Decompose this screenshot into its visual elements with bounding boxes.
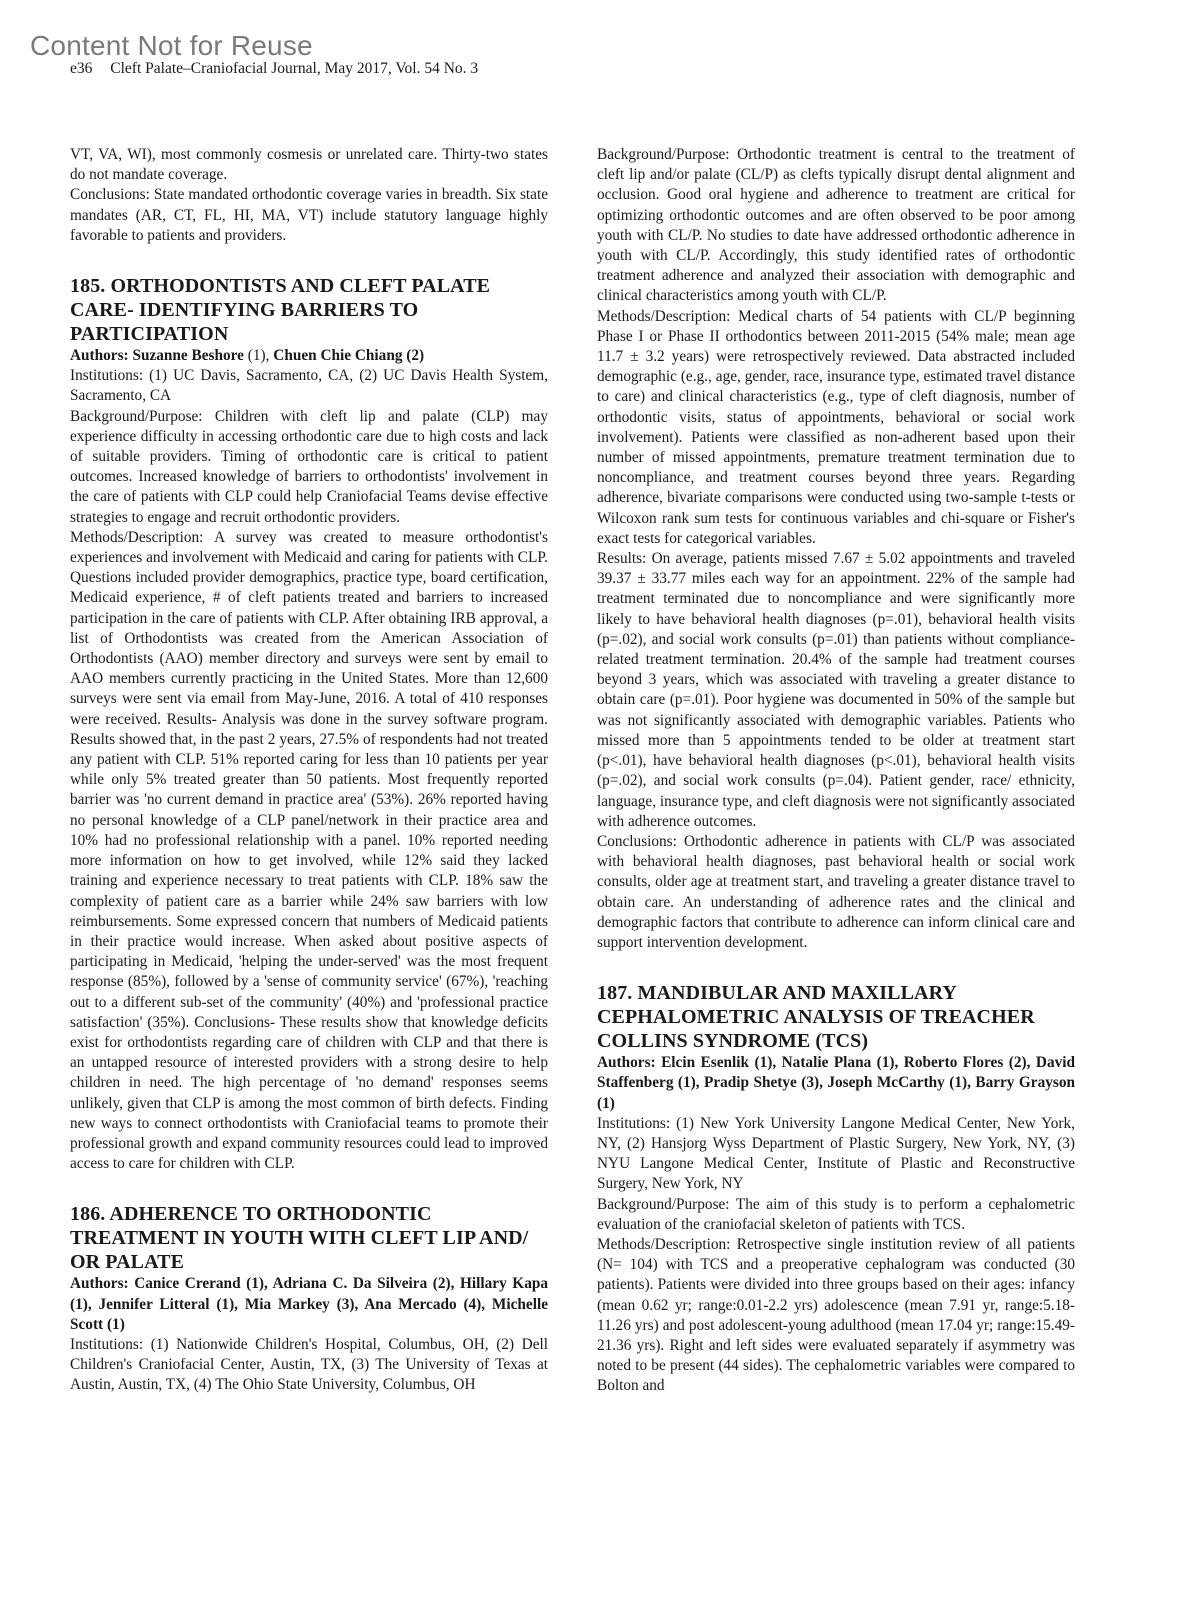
abstract-186-institutions: Institutions: (1) Nationwide Children's Hospital, Columbus, OH, (2) Dell Children's Craniofacial Center, Austin, TX, (3) The University of Texas at Austin, Austin, TX, (4) The Ohio State University, Columbus, OH [70, 1335, 548, 1394]
left-column [70, 145, 548, 1396]
abstract-186-title: 186. ADHERENCE TO ORTHODONTIC TREATMENT IN YOUTH WITH CLEFT LIP AND/ OR PALATE [70, 1203, 529, 1274]
abstract-187-background: Background/Purpose: The aim of this study is to perform a cephalometric evaluation of the craniofacial skeleton of patients with TCS. [597, 1195, 1075, 1233]
abstract-187-methods: Methods/Description: Retrospective single institution review of all patients (N= 104) with TCS and a preoperative cephalogram was conducted (30 patients). Patients were divided into three groups based on their ages: infancy (mean 0.62 yr; range:0.01-2.2 yrs) adolescence (mean 7.91 yr, range:5.18-11.26 yrs) and post adolescent-young adulthood (mean 17.04 yr; range:15.49-21.36 yrs). Right and left sides were evaluated separately if asymmetry was noted to be present (44 sides). The cephalometric variables were compared to Bolton and [597, 1235, 1075, 1395]
author-1-affil: (1), [243, 347, 274, 365]
continued-conclusions: Conclusions: State mandated orthodontic coverage varies in breadth. Six state mandates (AR, CT, FL, HI, MA, VT) include statutory language highly favorable to patients and providers. [70, 186, 548, 244]
abstract-186-results: Results: On average, patients missed 7.67 ± 5.02 appointments and traveled 39.37 ± 33.77 miles each way for an appointment. 22% of the sample had treatment terminated due to noncompliance and were significantly more likely to have behavioral health diagnoses (p=.01), behavioral health visits (p=.02), and social work consults (p=.01) than patients without compliance-related treatment termination. 20.4% of the sample had treatment courses beyond 3 years, which was associated with traveling a greater distance to obtain care (p=.01). Poor hygiene was documented in 50% of the sample but was not significantly associated with demographic variables. Patients who missed more than 5 appointments tended to be older at treatment start (p<.01), have behavioral health diagnoses (p<.01), behavioral health visits (p=.02), and social work consults (p=.04). Patient gender, race/ ethnicity, language, insurance type, and cleft diagnosis were not significantly associated with adherence outcomes. [597, 550, 1075, 830]
abstract-185-title: 185. ORTHODONTISTS AND CLEFT PALATE CARE- IDENTIFYING BARRIERS TO PARTICIPATION [70, 275, 491, 346]
running-head [70, 60, 478, 78]
author-2: Chuen Chie Chiang (2) [273, 347, 425, 365]
author-1: Authors: Suzanne Beshore [70, 347, 244, 365]
journal-citation: Cleft Palate–Craniofacial Journal, May 2017, Vol. 54 No. 3 [110, 60, 479, 77]
abstract-186-conclusions: Conclusions: Orthodontic adherence in patients with CL/P was associated with behavioral health diagnoses, past behavioral health or social work consults, older age at treatment start, and traveling a greater distance travel to obtain care. An understanding of adherence rates and the clinical and demographic factors that contribute to adherence can inform clinical care and support intervention development. [597, 832, 1075, 951]
abstract-185-authors [70, 346, 548, 366]
watermark: Content Not for Reuse [30, 30, 313, 61]
abstract-185-methods: Methods/Description: A survey was created to measure orthodontist's experiences and involvement with Medicaid and caring for patients with CLP. Questions included provider demographics, practice type, board certification, Medicaid experience, # of cleft patients treated and barriers to increased participation in the care of patients with CLP. After obtaining IRB approval, a list of Orthodontists was created from the American Association of Orthodontists (AAO) member directory and surveys were sent by email to AAO members currently practicing in the United States. More than 12,600 surveys were sent via email from May-June, 2016. A total of 410 responses were received. Results- Analysis was done in the survey software program. Results showed that, in the past 2 years, 27.5% of respondents had not treated any patient with CLP. 51% reported caring for less than 10 patients per year while only 5% treated greater than 50 patients. Most frequently reported barrier was 'no current demand in practice area' (53%). 26% reported having no personal knowledge of a CLP panel/network in their practice area and 10% had no professional relationship with a panel. 10% reported needing more information on how to get involved, while 12% said they lacked training and experience necessary to treat patients with CLP. 18% saw the complexity of patient care as a barrier while 24% saw barriers with low reimbursements. Some expressed concern that numbers of Medicaid patients in their practice would increase. When asked about positive aspects of participating in Medicaid, 'helping the under-served' was the most frequent response (85%), followed by a 'sense of community service' (67%), 'reaching out to a different sub-set of the community' (40%) and 'professional practice satisfaction' (35%). Conclusions- These results show that knowledge deficits exist for orthodontists regarding care of children with CLP and that there is an untapped resource of interested providers with a strong desire to help children in need. The high percentage of 'no demand' responses seems unlikely, given that CLP is among the most common of birth defects. Finding new ways to connect orthodontists with Craniofacial teams to promote their professional growth and expand community resources could lead to improved access to care for children with CLP. [70, 528, 548, 1173]
abstract-186-authors: Authors: Canice Crerand (1), Adriana C. Da Silveira (2), Hillary Kapa (1), Jennifer Litteral (1), Mia Markey (3), Ana Mercado (4), Michelle Scott (1) [70, 1275, 548, 1333]
abstract-187-authors: Authors: Elcin Esenlik (1), Natalie Plana (1), Roberto Flores (2), David Staffenberg (1), Pradip Shetye (3), Joseph McCarthy (1), Barry Grayson (1) [597, 1054, 1075, 1112]
continued-text: VT, VA, WI), most commonly cosmesis or unrelated care. Thirty-two states do not mandate coverage. [70, 146, 548, 184]
abstract-186-methods: Methods/Description: Medical charts of 54 patients with CL/P beginning Phase I or Phase II orthodontics between 2011-2015 (54% male; mean age 11.7 ± 3.2 years) were retrospectively reviewed. Data abstracted included demographic (e.g., age, gender, race, insurance type, estimated travel distance to care) and clinical characteristics (e.g., type of cleft diagnosis, number of orthodontic visits, status of appointments, behavioral or social work involvement). Patients were classified as non-adherent based upon their number of missed appointments, premature treatment termination due to noncompliance, and treatment courses beyond three years. Regarding adherence, bivariate comparisons were conducted using two-sample t-tests or Wilcoxon rank sum tests for continuous variables and chi-square or Fisher's exact tests for categorical variables. [597, 307, 1075, 547]
page-number: e36 [70, 60, 93, 77]
abstract-185-institutions: Institutions: (1) UC Davis, Sacramento, CA, (2) UC Davis Health System, Sacramento, CA [70, 367, 548, 405]
abstract-187-institutions: Institutions: (1) New York University Langone Medical Center, New York, NY, (2) Hansjorg Wyss Department of Plastic Surgery, New York, NY, (3) NYU Langone Medical Center, Institute of Plastic and Reconstructive Surgery, New York, NY [597, 1114, 1075, 1193]
abstract-185-background: Background/Purpose: Children with cleft lip and palate (CLP) may experience difficulty in accessing orthodontic care due to high costs and lack of suitable providers. Timing of orthodontic care is critical to patient outcomes. Increased knowledge of barriers to orthodontists' involvement in the care of patients with CLP could help Craniofacial Teams devise effective strategies to engage and recruit orthodontic providers. [70, 407, 548, 526]
right-column [597, 145, 1075, 1397]
abstract-187-title: 187. MANDIBULAR AND MAXILLARY CEPHALOMETRIC ANALYSIS OF TREACHER COLLINS SYNDROME (TCS) [597, 982, 1035, 1053]
abstract-186-background: Background/Purpose: Orthodontic treatment is central to the treatment of cleft lip and/or palate (CL/P) as clefts typically disrupt dental alignment and occlusion. Good oral hygiene and adherence to treatment are critical for optimizing orthodontic outcomes and are often observed to be poor among youth with CL/P. No studies to date have addressed orthodontic adherence in youth with CL/P. Accordingly, this study identified rates of orthodontic treatment adherence and analyzed their association with demographic and clinical characteristics among youth with CL/P. [597, 146, 1075, 305]
